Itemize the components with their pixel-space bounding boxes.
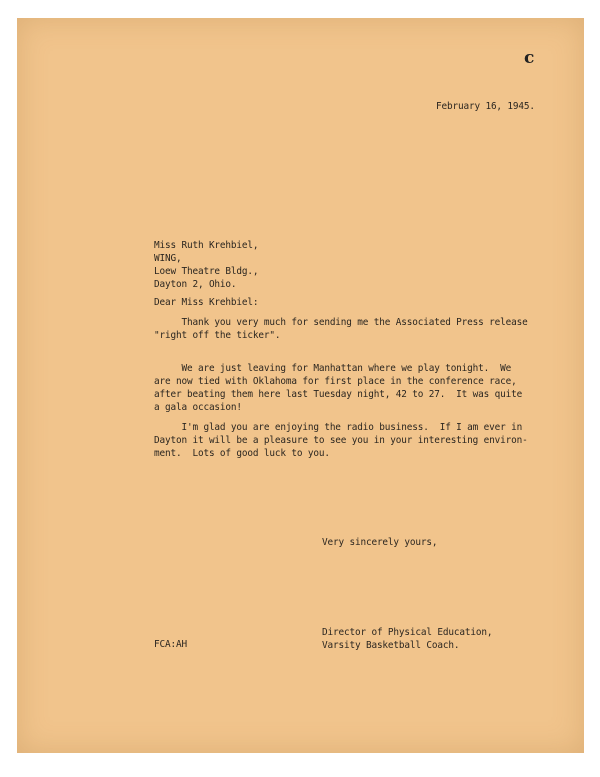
salutation: Dear Miss Krehbiel: bbox=[154, 297, 259, 308]
reference-initials: FCA:AH bbox=[154, 639, 187, 650]
corner-mark: c bbox=[524, 48, 535, 68]
body-paragraph-1: Thank you very much for sending me the Associated Press release "right off the ticker". bbox=[154, 317, 528, 341]
body-paragraph-2: We are just leaving for Manhattan where we play tonight. We are now tied with Oklahoma for first place in the conference race, after beating them here last Tuesday night, 42 to 27. It was quite a gala occasion! bbox=[154, 363, 523, 413]
signature-title: Director of Physical Education, Varsity Basketball Coach. bbox=[322, 627, 493, 651]
recipient-address: Miss Ruth Krehbiel, WING, Loew Theatre Bldg., Dayton 2, Ohio. bbox=[154, 240, 259, 290]
complimentary-closing: Very sincerely yours, bbox=[322, 537, 438, 548]
body-paragraph-3: I'm glad you are enjoying the radio business. If I am ever in Dayton it will be a pleasure to see you in your interesting environ- ment. Lots of good luck to you. bbox=[154, 422, 528, 459]
letter-date: February 16, 1945. bbox=[436, 101, 535, 112]
letter-page bbox=[17, 18, 584, 753]
